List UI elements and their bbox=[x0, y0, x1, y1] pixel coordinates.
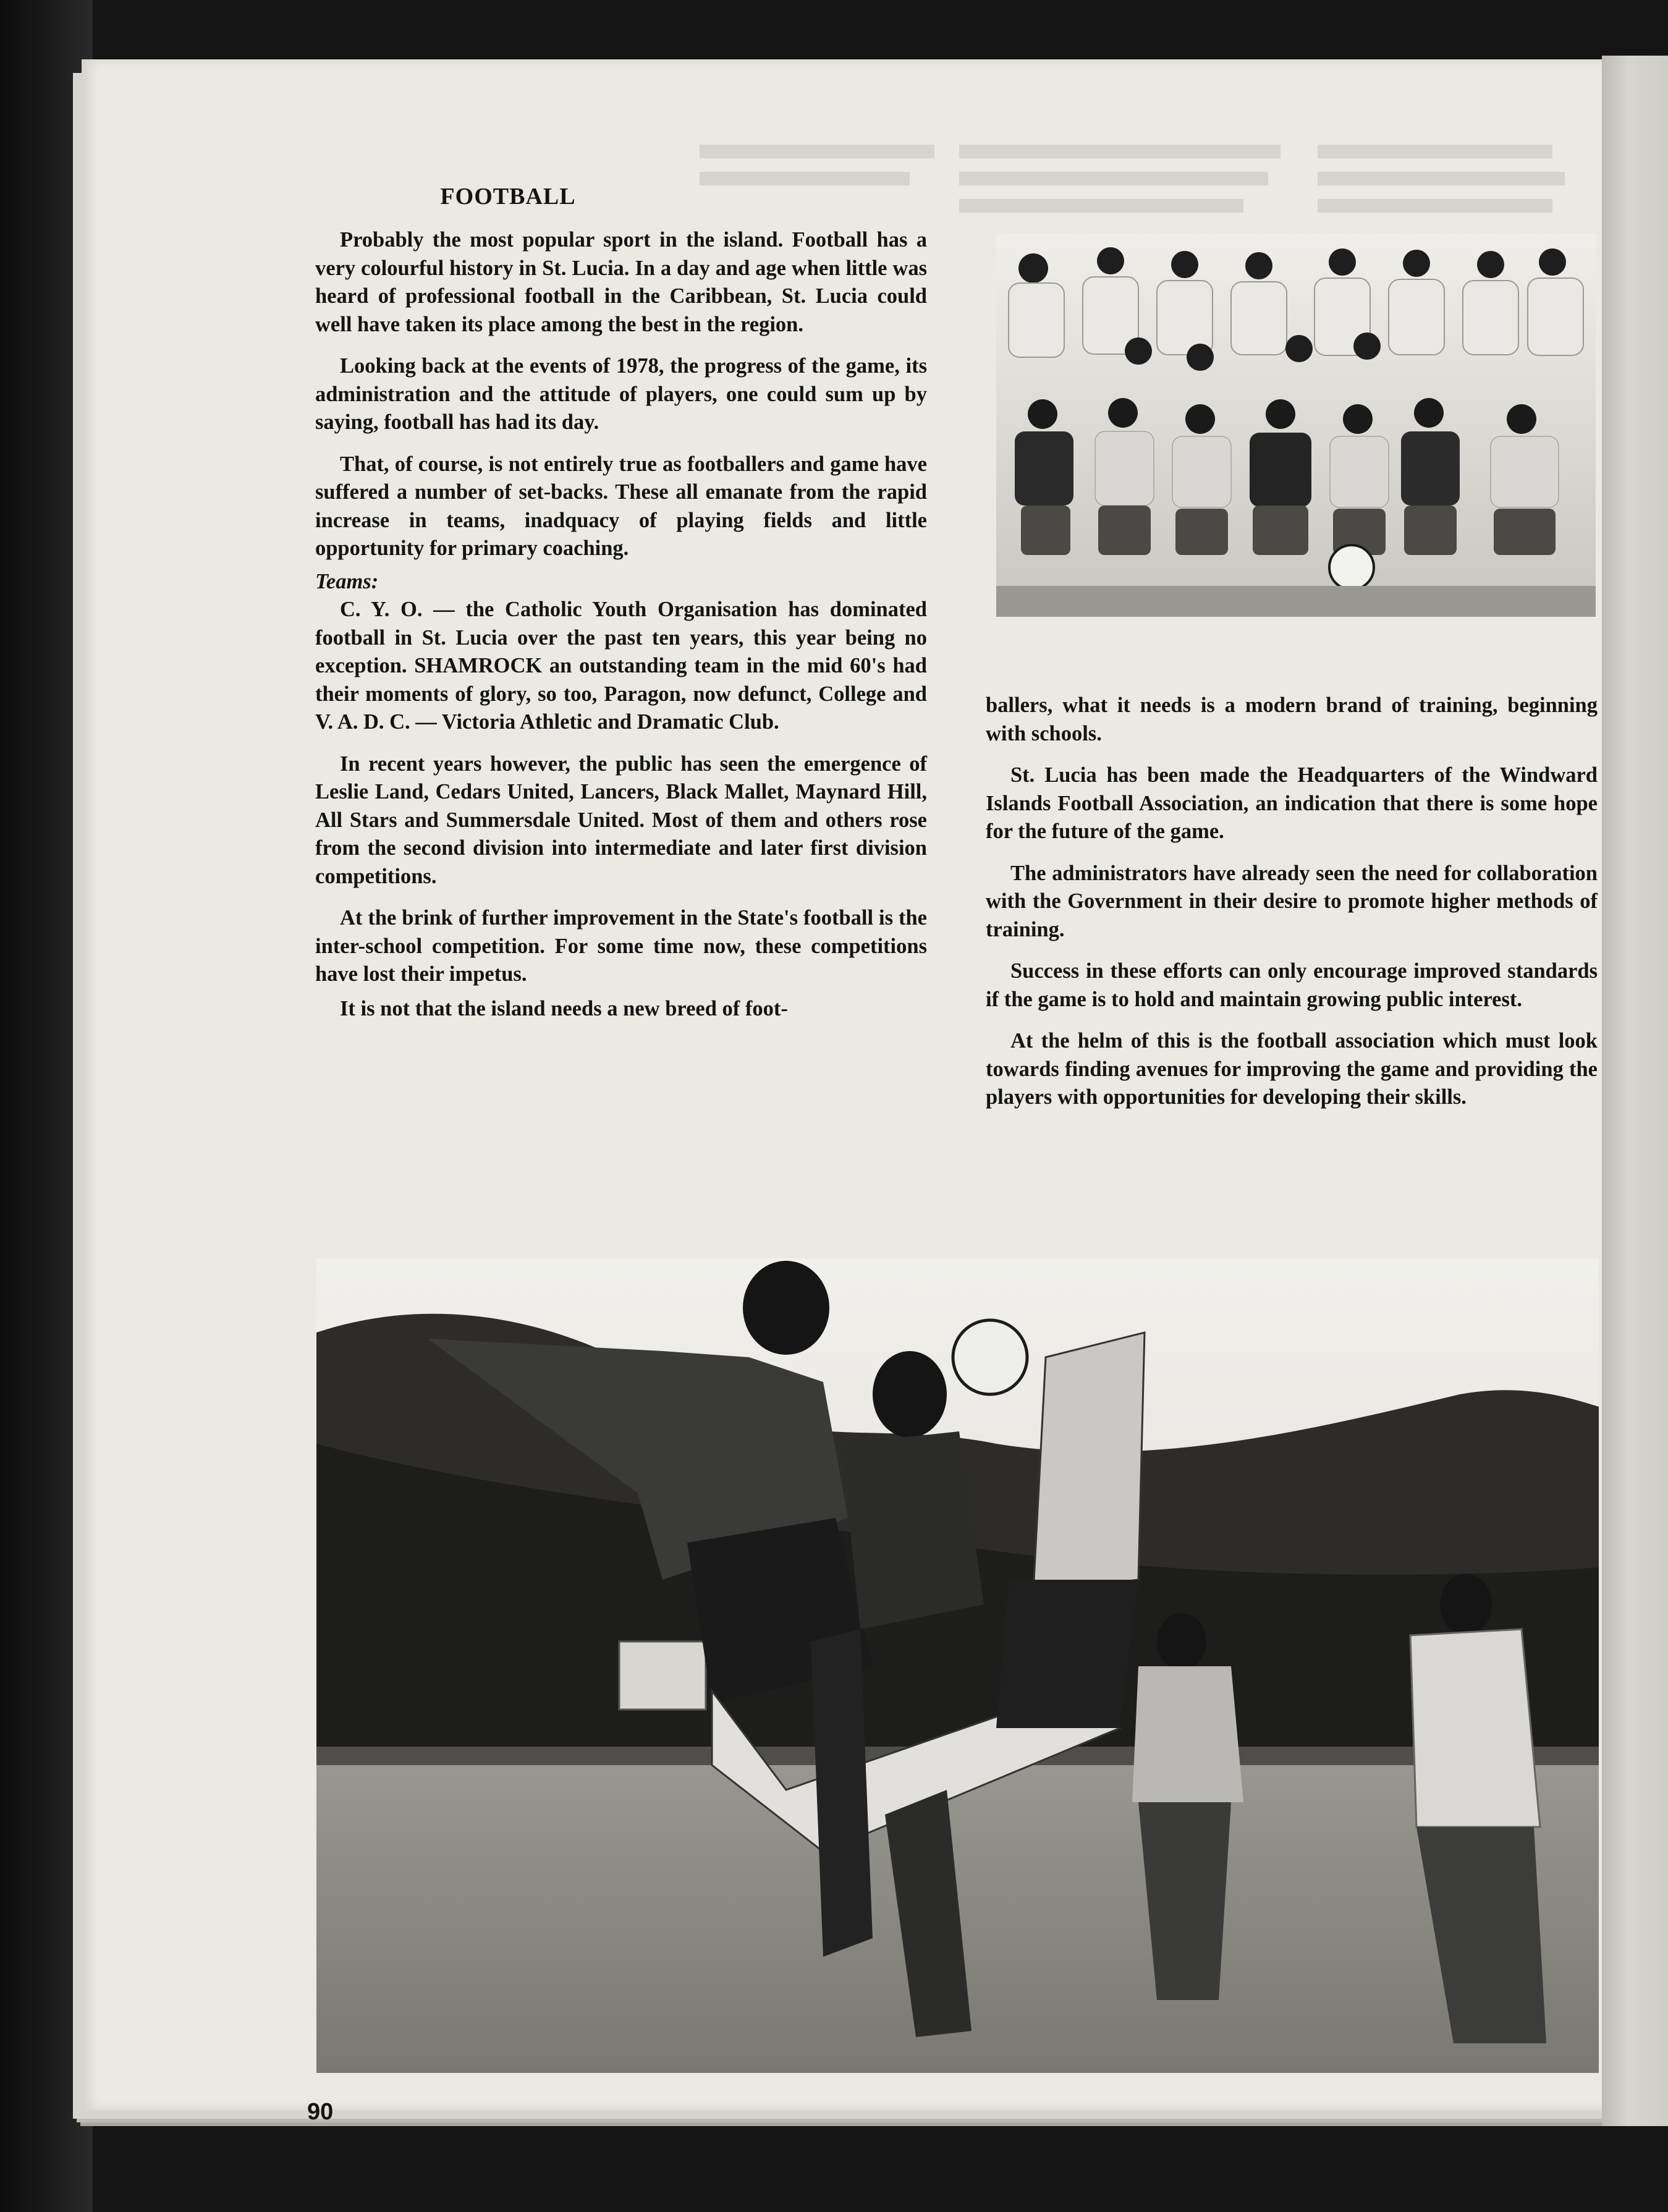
paragraph: At the brink of further improvement in the State's football is the inter-school competition. For some time now, these competitions have lost their impetus. bbox=[315, 906, 927, 986]
billboard bbox=[619, 1642, 706, 1710]
article-column-right bbox=[986, 692, 1598, 1125]
article-column-left bbox=[315, 226, 927, 1023]
paragraph: ballers, what it needs is a modern brand of training, beginning with schools. bbox=[986, 693, 1598, 745]
paragraph: At the helm of this is the football association which must look towards finding avenues for improving the game and providing the players with opportunities for developing their skills. bbox=[986, 1029, 1598, 1109]
paragraph: It is not that the island needs a new breed of foot- bbox=[340, 996, 788, 1020]
paragraph: That, of course, is not entirely true as footballers and game have suffered a number of set-backs. These all emanate from the rapid increase in teams, inadquacy of playing fields and little opportunity for primary coaching. bbox=[315, 452, 927, 560]
match-action-illustration bbox=[316, 1258, 1599, 2073]
football-icon bbox=[1329, 545, 1374, 590]
facing-page-edge bbox=[1602, 56, 1668, 2126]
page-number: 90 bbox=[307, 2099, 334, 2125]
article-title: FOOTBALL bbox=[440, 184, 576, 210]
paragraph: The administrators have already seen the need for collaboration with the Government in their desire to promote higher methods of training. bbox=[986, 861, 1598, 941]
magazine-page bbox=[82, 59, 1602, 2125]
football-icon bbox=[953, 1320, 1027, 1394]
team-photo bbox=[996, 234, 1596, 617]
paragraph: Probably the most popular sport in the island. Football has a very colourful history in St. Lucia. In a day and age when little was heard of professional football in the Caribbean, St. Lucia could well have taken its place among the best in the region. bbox=[315, 228, 927, 336]
team-photo-illustration bbox=[996, 234, 1596, 617]
subheading-teams: Teams: bbox=[315, 569, 379, 593]
paragraph: Looking back at the events of 1978, the progress of the game, its administration and the attitude of players, one could sum up by saying, football has had its day. bbox=[315, 354, 927, 434]
paragraph: St. Lucia has been made the Headquarters of the Windward Islands Football Association, an indication that there is some hope for the future of the game. bbox=[986, 763, 1598, 843]
paragraph: Success in these efforts can only encourage improved standards if the game is to hold and maintain growing public interest. bbox=[986, 959, 1598, 1011]
paragraph: C. Y. O. — the Catholic Youth Organisation has dominated football in St. Lucia over the past ten years, this year being no exception. SHAMROCK an outstanding team in the mid 60's had their moments of glory, so too, Paragon, now defunct, College and V. A. D. C. — Victoria Athletic and Dramatic Club. bbox=[315, 598, 927, 734]
paragraph: In recent years however, the public has seen the emergence of Leslie Land, Cedars United, Lancers, Black Mallet, Maynard Hill, All Stars and Summersdale United. Most of them and others rose from the second division into intermediate and later first division competitions. bbox=[315, 752, 927, 888]
match-action-photo bbox=[316, 1258, 1599, 2073]
